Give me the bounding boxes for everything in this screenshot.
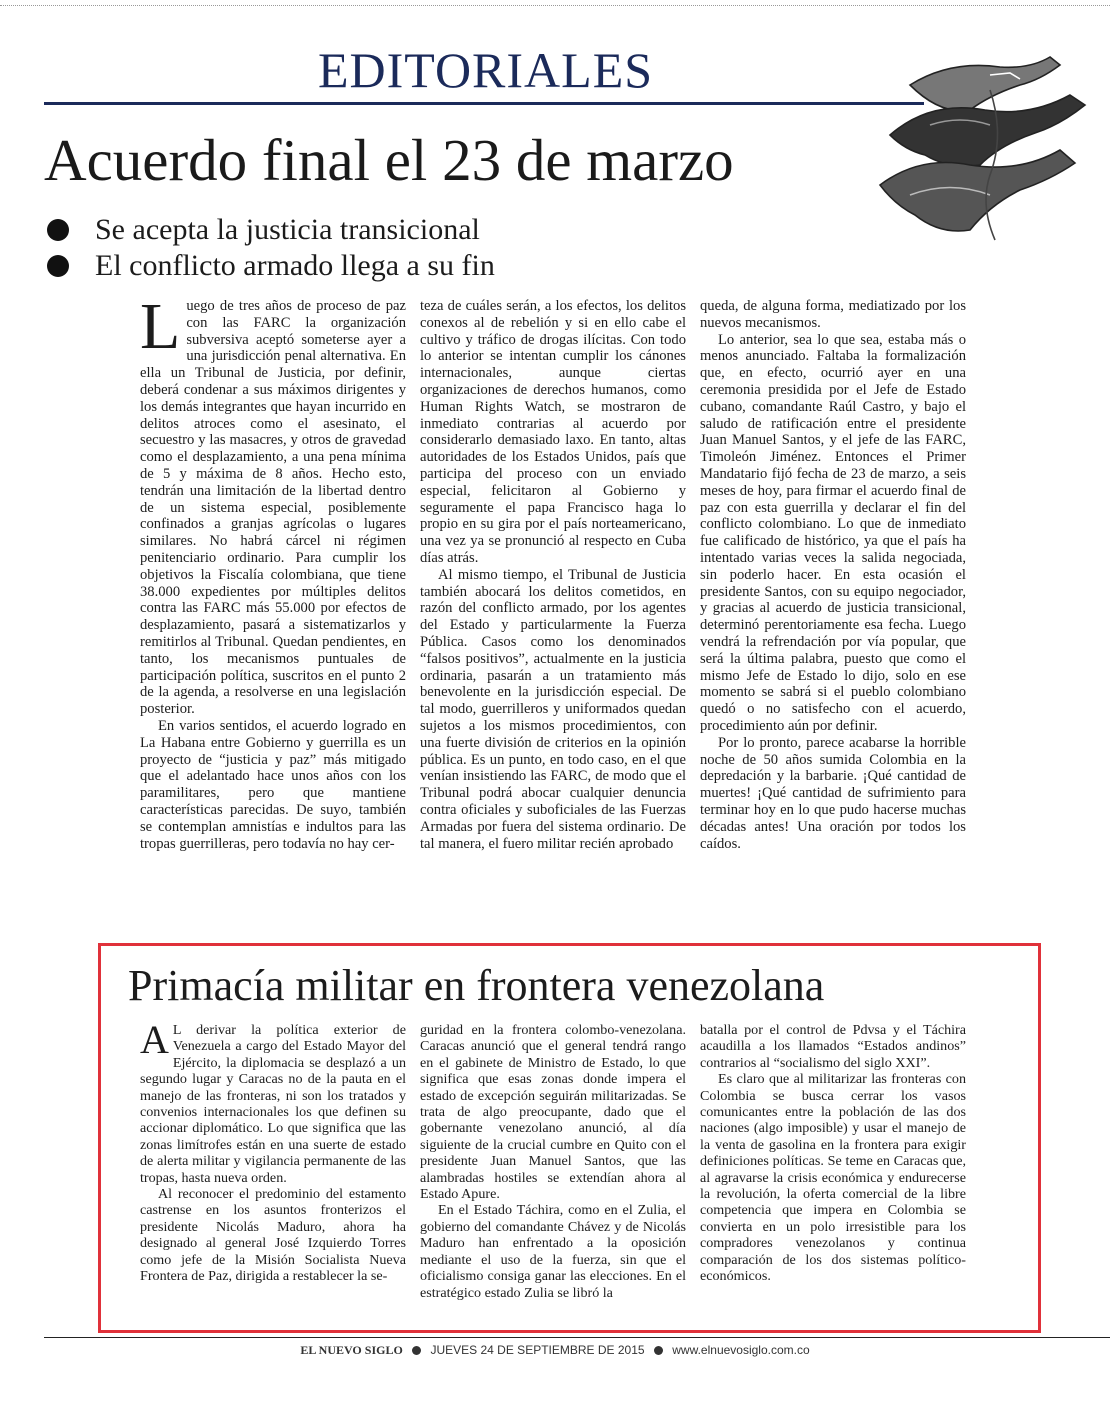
bullet-dot-icon bbox=[47, 255, 69, 277]
editorial1-title: Acuerdo final el 23 de marzo bbox=[44, 127, 734, 193]
paragraph: Al reconocer el predominio del estamento castrense en los asuntos fronterizos el presidente Nicolás Maduro, ahora ha designado al general José Izquierdo Torres como jefe de la Misión Socialista Nueva Frontera de Paz, dirigida a restablecer la se- bbox=[140, 1186, 406, 1285]
bullet-item bbox=[44, 248, 495, 284]
footer-date: JUEVES 24 DE SEPTIEMBRE DE 2015 bbox=[430, 1343, 645, 1357]
bullet-text: Se acepta la justicia transicional bbox=[95, 213, 480, 246]
paragraph: batalla por el control de Pdvsa y el Táchira acaudilla a los llamados “Estados andinos” contrarios al “socialismo del siglo XXI”. bbox=[700, 1022, 966, 1071]
section-rule bbox=[44, 102, 924, 105]
top-dotted-line bbox=[0, 0, 1110, 6]
footer-separator-icon bbox=[412, 1346, 421, 1355]
paragraph: Es claro que al militarizar las fronteras con Colombia se busca cerrar los vasos comunicantes entre la población de las dos naciones (algo imposible) y usar el manejo de la venta de gasolina en la frontera para exigir definiciones políticas. Se teme en Caracas que, al agravarse la crisis económica y endurecerse la revolución, la oferta comercial de la libre competencia que impera en Colombia se convierta en un polo irresistible para los compradores venezolanos y continua comparación de los dos sistemas político-económicos. bbox=[700, 1071, 966, 1285]
paragraph: uego de tres años de proceso de paz con las FARC la organización subversiva aceptó someterse ayer a una jurisdicción penal alternativa. En ella un Tribunal de Justicia, por definir, deberá condenar a sus máximos dirigentes y los demás integrantes que hayan incurrido en delitos atroces como el asesinato, el secuestro y las masacres, y otros de gravedad como el desplazamiento, a una pena mínima de 5 y máxima de 8 años. Hecho esto, tendrán una limitación de la libertad dentro de un sistema especial, posiblemente confinados a granjas agrícolas o lugares similares. No habrá cárcel ni régimen penitenciario ordinario. Para cumplir los objetivos la Fiscalía colombiana, que tiene 38.000 expedientes por múltiples delitos contra las FARC más 55.000 por efectos de desplazamiento, pasará a sistematizarlos y remitirlos al Tribunal. Quedan pendientes, en tanto, los mecanismos puntuales de participación política, suscritos en el punto 2 de la agenda, a resolverse en una legislación posterior. bbox=[140, 298, 406, 718]
paragraph: En el Estado Táchira, como en el Zulia, el gobierno del comandante Chávez y de Nicolás Maduro han enfrentado a la oposición mediante el uso de la fuerza, sin que el oficialismo consiga ganar las elecciones. En el estratégico estado Zulia se libró la bbox=[420, 1202, 686, 1301]
horses-illustration bbox=[870, 55, 1110, 245]
paragraph: Al mismo tiempo, el Tribunal de Justicia también abocará los delitos cometidos, en razón del conflicto armado, por los agentes del Estado y particularmente la Fuerza Pública. Casos como los denominados “falsos positivos”, actualmente en la justicia ordinaria, pasarán a un tratamiento más benevolente en la jurisdicción especial. De tal modo, guerrilleros y uniformados quedan sujetos a los mismos procedimientos, con una fuerte división de criterios en la opinión pública. Es un punto, en todo caso, en el que venían insistiendo las FARC, de modo que el Tribunal podrá abocar cualquier denuncia contra oficiales y suboficiales de las Fuerzas Armadas por fuera del sistema ordinario. De tal manera, el fuero militar recién aprobado bbox=[420, 566, 686, 852]
editorial2-title: Primacía militar en frontera venezolana bbox=[128, 961, 825, 1010]
bullet-dot-icon bbox=[47, 219, 69, 241]
dropcap: A bbox=[140, 1022, 169, 1062]
editorial1-column-1 bbox=[140, 298, 406, 940]
paragraph: teza de cuáles serán, a los efectos, los delitos conexos al de rebelión y si en ello cabe el cultivo y tráfico de drogas ilícitas. Con todo lo anterior se intentan cumplir los cánones internacionales, aunque ciertas organizaciones de derechos humanos, como Human Rights Watch, se mostraron de inmediato contrarias al acuerdo por considerarlo demasiado laxo. En tanto, altas autoridades de los Estados Unidos, país que participa del proceso con un enviado especial, felicitaron al Gobierno y seguramente el papa Francisco haga lo propio en su gira por el país norteamericano, una vez ya se pronunció al respecto en Cuba días atrás. bbox=[420, 298, 686, 566]
editorial2-body bbox=[140, 1022, 966, 1322]
editorial2-column-1 bbox=[140, 1022, 406, 1322]
footer-separator-icon bbox=[654, 1346, 663, 1355]
editorial1-column-2 bbox=[420, 298, 686, 940]
editorial2-column-3 bbox=[700, 1022, 966, 1322]
footer-brand: EL NUEVO SIGLO bbox=[300, 1343, 403, 1357]
bullet-item bbox=[44, 212, 495, 248]
paragraph: L derivar la política exterior de Venezuela a cargo del Estado Mayor del Ejército, la diplomacia se desplazó a un segundo lugar y Caracas no de la pauta en el manejo de las fronteras, ni son los tratados y convenios internacionales los que definen su accionar diplomático. Lo que significa que las zonas limítrofes están en una suerte de estado de alerta militar y vigilancia permanente de las tropas, hasta nueva orden. bbox=[140, 1022, 406, 1186]
paragraph: Lo anterior, sea lo que sea, estaba más o menos anunciado. Faltaba la formalización que, en efecto, ocurrió ayer en una ceremonia presidida por el Jefe de Estado cubano, comandante Raúl Castro, y bajo el saludo de ratificación entre el presidente Juan Manuel Santos, y el jefe de las FARC, Timoleón Jiménez. Entonces el Primer Mandatario fijó fecha de 23 de marzo, a seis meses de hoy, para firmar el acuerdo final de paz con esta guerrilla y declarar el fin del conflicto colombiano. Lo que de inmediato fue calificado de histórico, ya que el país ha intentado varias veces la salida negociada, sin poderlo hacer. En esta ocasión el presidente Santos, con su equipo negociador, y gracias al acuerdo de justicia transicional, determinó perentoriamente esa fecha. Luego vendrá la refrendación por vía popular, que será la última palabra, puesto que como el mismo Jefe de Estado lo dijo, solo en ese momento se sabrá si el pueblo colombiano quedó o no satisfecho con el acuerdo, procedimiento aún por definir. bbox=[700, 331, 966, 734]
section-title: EDITORIALES bbox=[318, 42, 654, 98]
dropcap: L bbox=[140, 298, 181, 363]
paragraph: Por lo pronto, parece acabarse la horrible noche de 50 años sumida Colombia en la depredación y la barbarie. ¡Qué cantidad de muertes! ¡Qué cantidad de sufrimiento para terminar hoy en lo que pudo hacerse muchas décadas antes! Una oración por todos los caídos. bbox=[700, 734, 966, 852]
paragraph: En varios sentidos, el acuerdo logrado en La Habana entre Gobierno y guerrilla es un proyecto de “justicia y paz” más mitigado que el adelantado hace unos años con los paramilitares, pero que mantiene características parecidas. De suyo, también se contemplan amnistías e indultos para las tropas guerrilleras, pero todavía no hay cer- bbox=[140, 717, 406, 852]
editorial1-body bbox=[140, 298, 966, 940]
paragraph: queda, de alguna forma, mediatizado por los nuevos mecanismos. bbox=[700, 298, 966, 331]
bullet-text: El conflicto armado llega a su fin bbox=[95, 249, 495, 282]
editorial1-column-3 bbox=[700, 298, 966, 940]
paragraph: guridad en la frontera colombo-venezolana. Caracas anunció que el general tendrá rango en el gabinete de Ministro de Estado, lo que significa que esas zonas donde impera el estado de excepción seguirán militarizadas. Se trata de algo preocupante, dado que el gobernante venezolano anunció, al día siguiente de la crucial cumbre en Quito con el presidente Juan Manuel Santos, que las alambradas hostiles se extendían ahora al Estado Apure. bbox=[420, 1022, 686, 1203]
editorial1-bullets bbox=[44, 212, 495, 284]
footer-rule bbox=[44, 1337, 1110, 1338]
editorial2-column-2 bbox=[420, 1022, 686, 1322]
footer-url: www.elnuevosiglo.com.co bbox=[672, 1343, 810, 1357]
page-footer bbox=[0, 1343, 1110, 1358]
